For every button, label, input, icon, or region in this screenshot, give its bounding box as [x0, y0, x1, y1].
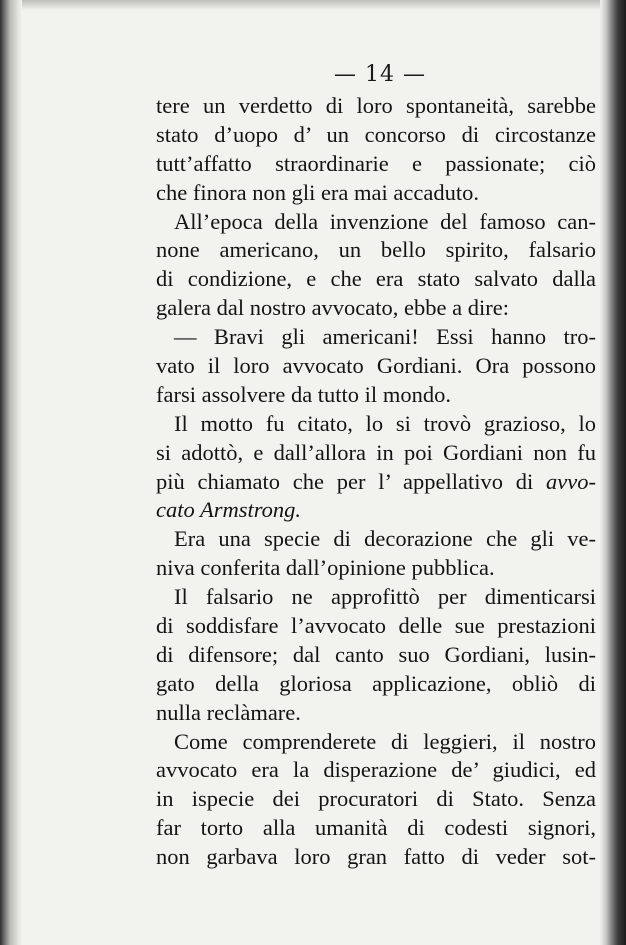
text-line: [156, 92, 596, 121]
text-line-content: di condizione, e che era stato salvato dalla: [156, 266, 596, 292]
text-line: [156, 641, 596, 670]
text-line-content: Come comprenderete di leggieri, il nostro: [174, 728, 596, 754]
text-line-content: vato il loro avvocato Gordiani. Ora possono: [156, 353, 596, 379]
text-line-content: Il falsario ne approfittò per dimenticarsi: [174, 584, 596, 610]
text-line-content: — Bravi gli americani! Essi hanno tro-: [174, 324, 596, 350]
text-line: [156, 381, 596, 410]
text-line-content: nulla reclàmare.: [156, 699, 301, 725]
body-text: [156, 92, 596, 872]
text-line-content: si adottò, e dall’allora in poi Gordiani non fu: [156, 439, 596, 465]
text-line: [156, 554, 596, 583]
text-line: [156, 208, 596, 237]
text-line: [156, 728, 596, 757]
text-line-content: tutt’affatto straordinarie e passionate; ciò: [156, 150, 596, 176]
text-line-content: Era una specie di decorazione che gli ve-: [174, 526, 596, 552]
text-line: [156, 496, 596, 525]
text-line-content: stato d’uopo d’ un concorso di circostanze: [156, 121, 596, 147]
text-line-content: non garbava loro gran fatto di veder sot-: [156, 844, 596, 870]
text-line-content: All’epoca della invenzione del famoso can-: [174, 208, 596, 234]
italic-phrase: avvo-: [546, 468, 596, 494]
text-line: [156, 352, 596, 381]
text-line: [156, 814, 596, 843]
text-line-content: niva conferita dall’opinione pubblica.: [156, 555, 495, 581]
text-line: [156, 323, 596, 352]
text-line: [156, 236, 596, 265]
text-line: [156, 612, 596, 641]
text-line-content: tere un verdetto di loro spontaneità, sarebbe: [156, 93, 596, 118]
text-line: [156, 150, 596, 179]
text-line: [156, 468, 596, 497]
text-line: [156, 670, 596, 699]
text-line: [156, 583, 596, 612]
text-line: [156, 179, 596, 208]
text-line: [156, 121, 596, 150]
text-line-content: far torto alla umanità di codesti signori,: [156, 815, 596, 841]
text-line-content: di soddisfare l’avvocato delle sue prestazioni: [156, 613, 596, 639]
text-line: [156, 525, 596, 554]
text-line: [156, 756, 596, 785]
text-line: [156, 785, 596, 814]
text-line-content: avvocato era la disperazione de’ giudici, ed: [156, 757, 596, 783]
text-line: [156, 843, 596, 872]
text-line: [156, 265, 596, 294]
text-line-content: farsi assolvere da tutto il mondo.: [156, 381, 451, 407]
text-line: [156, 439, 596, 468]
text-line-content: galera dal nostro avvocato, ebbe a dire:: [156, 295, 509, 321]
text-line-content: di difensore; dal canto suo Gordiani, lusin-: [156, 641, 596, 667]
scan-edge-right: [600, 0, 626, 945]
text-line-content: Il motto fu citato, lo si trovò grazioso, lo: [174, 410, 596, 436]
scan-edge-top: [0, 0, 626, 10]
text-line: [156, 294, 596, 323]
text-line-content: che finora non gli era mai accaduto.: [156, 179, 479, 205]
italic-phrase: cato Armstrong.: [156, 497, 302, 523]
text-line: [156, 699, 596, 728]
text-line-content: none americano, un bello spirito, falsario: [156, 237, 596, 263]
text-line-content: in ispecie dei procuratori di Stato. Senza: [156, 786, 596, 812]
scan-edge-left: [0, 0, 22, 945]
text-line: [156, 410, 596, 439]
text-line-content: più chiamato che per l’ appellativo di: [156, 468, 534, 494]
text-line-content: gato della gloriosa applicazione, obliò di: [156, 670, 596, 696]
page-number: — 14 —: [334, 62, 426, 87]
